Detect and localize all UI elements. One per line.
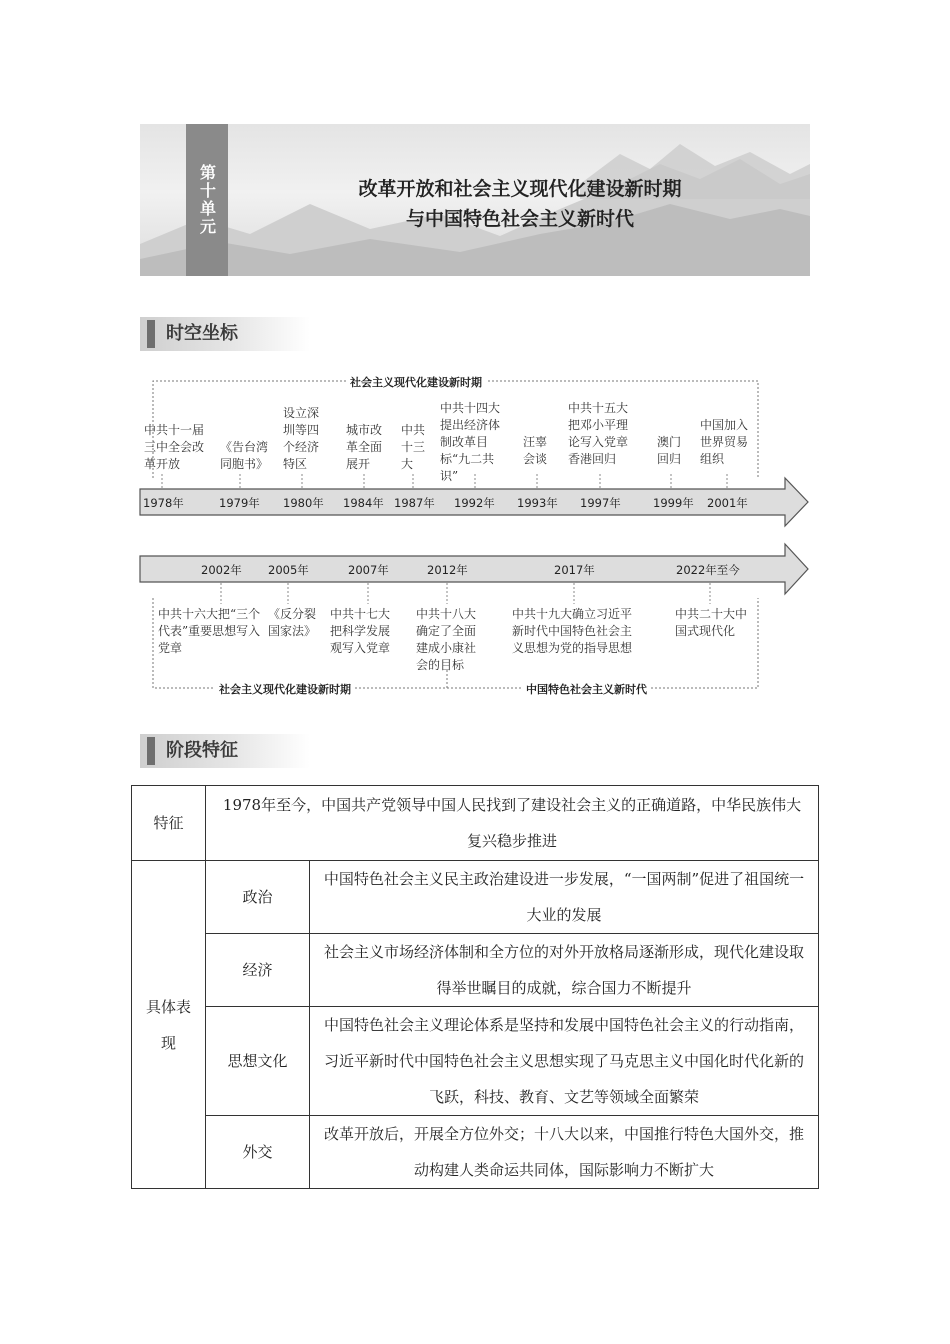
event-1987: 中共十三大 [401,423,426,471]
year-2001: 2001年 [707,496,748,510]
year-1993: 1993年 [517,496,558,510]
unit-title-line2: 与中国特色社会主义新时代 [405,208,634,230]
table-row [132,786,819,861]
event-2001: 中国加入世界贸易组织 [700,418,749,466]
event-2005: 《反分裂国家法》 [268,607,317,638]
year-2022-present: 2022年至今 [676,563,740,577]
event-1979: 《告台湾同胞书》 [220,440,269,471]
event-1992: 中共十四大提出经济体制改革目标“九二共识” [440,401,501,483]
period-label-modernization-bottom: 社会主义现代化建设新时期 [215,681,355,697]
event-2002: 中共十六大把“三个代表”重要思想写入党章 [158,607,261,655]
table-row [132,934,819,1007]
year-1984: 1984年 [343,496,384,510]
table-row [132,1007,819,1116]
stage-features-table [131,785,819,1189]
row-text-politics: 中国特色社会主义民主政治建设进一步发展，“一国两制”促进了祖国统一大业的发展 [310,861,819,934]
event-1999: 澳门回归 [657,435,682,466]
row-label-culture: 思想文化 [206,1007,310,1116]
event-1978: 中共十一届三中全会改革开放 [144,423,205,471]
table-row [132,1116,819,1189]
event-2012: 中共十八大确定了全面建成小康社会的目标 [416,607,477,672]
year-2007: 2007年 [348,563,389,577]
year-1997: 1997年 [580,496,621,510]
period-label-new-era: 中国特色社会主义新时代 [522,681,651,697]
year-2005: 2005年 [268,563,309,577]
year-1992: 1992年 [454,496,495,510]
year-1978: 1978年 [143,496,184,510]
year-1999: 1999年 [653,496,694,510]
event-1997: 中共十五大把邓小平理论写入党章香港回归 [568,401,629,466]
event-1993: 汪辜会谈 [523,435,548,466]
row2-connectors [221,583,710,604]
year-1987: 1987年 [394,496,435,510]
unit-title-line1: 改革开放和社会主义现代化建设新时期 [358,178,682,200]
table-row [132,861,819,934]
event-1984: 城市改革全面展开 [346,423,383,471]
year-1980: 1980年 [283,496,324,510]
section-marker [147,737,155,765]
row-label-diplomacy: 外交 [206,1116,310,1189]
event-2022: 中共二十大中国式现代化 [675,607,748,638]
year-1979: 1979年 [219,496,260,510]
section-header-features [140,734,310,768]
year-2017: 2017年 [554,563,595,577]
section-title: 时空坐标 [166,323,238,344]
year-2002: 2002年 [201,563,242,577]
row-text-economy: 社会主义市场经济体制和全方位的对外开放格局逐渐形成，现代化建设取得举世瞩目的成就，综合国力不断提升 [310,934,819,1007]
event-2017: 中共十九大确立习近平新时代中国特色社会主义思想为党的指导思想 [512,607,633,655]
row-text-diplomacy: 改革开放后，开展全方位外交；十八大以来，中国推行特色大国外交，推动构建人类命运共同体，国际影响力不断扩大 [310,1116,819,1189]
row-label-economy: 经济 [206,934,310,1007]
period-label-modernization: 社会主义现代化建设新时期 [346,374,486,390]
event-1980: 设立深圳等四个经济特区 [283,406,320,471]
section-title: 阶段特征 [166,740,238,761]
unit-number-tag: 第十单元 [186,124,228,276]
group-label: 具体表现 [132,861,206,1189]
event-2007: 中共十七大把科学发展观写入党章 [330,607,391,655]
year-2012: 2012年 [427,563,468,577]
row-label-politics: 政治 [206,861,310,934]
feature-text: 1978年至今，中国共产党领导中国人民找到了建设社会主义的正确道路，中华民族伟大复兴稳步推进 [206,786,819,861]
row-text-culture: 中国特色社会主义理论体系是坚持和发展中国特色社会主义的行动指南，习近平新时代中国特色社会主义思想实现了马克思主义中国化时代化新的飞跃，科技、教育、文艺等领域全面繁荣 [310,1007,819,1116]
feature-label: 特征 [132,786,206,861]
